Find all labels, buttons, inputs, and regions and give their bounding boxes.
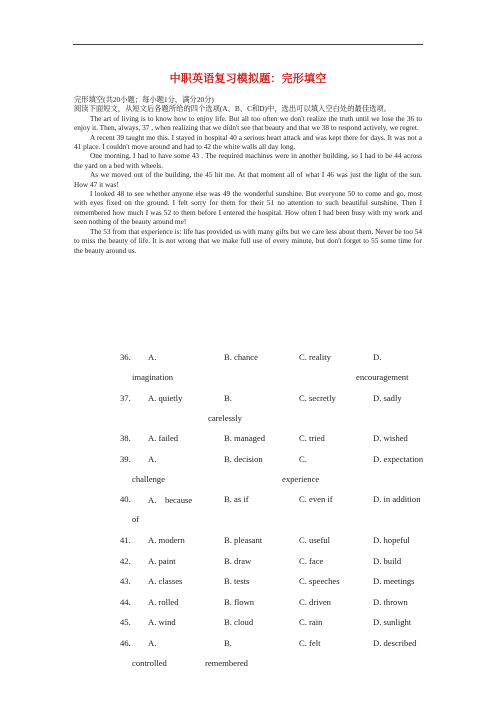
option-d: D. meetings <box>373 576 415 587</box>
option-b-wrap: carelessly <box>208 412 242 423</box>
option-c: C. driven <box>299 596 331 607</box>
option-b: B. pleasant <box>224 534 263 545</box>
option-c: C. speeches <box>299 576 340 587</box>
passage-paragraph: I looked 48 to see whether anyone else was 49 the wonderful sunshine. But everyone 50 to come and go, most with eyes fixed on the ground. I felt sorry for them for their 51 no attention to such beautiful sunshine. Then I remembered how much I was 52 to them before I entered the hospital. How often I had been busy with my work and seen nothing of the beauty around me! <box>74 189 422 227</box>
option-a: A. paint <box>148 555 176 566</box>
option-a-wrap: of <box>132 514 140 525</box>
question-number: 44. <box>120 596 131 607</box>
option-b: B. flown <box>224 596 255 607</box>
option-d: D. wished <box>373 433 408 444</box>
question-row <box>74 535 434 556</box>
option-b: B. <box>224 637 232 648</box>
option-a: A. <box>148 352 157 362</box>
passage-paragraph: One morning, I had to have some 43 . The required machines were in another building, so I had to be 44 across the yard on a bed with wheels. <box>74 151 422 170</box>
option-d: D. sunlight <box>373 617 412 628</box>
option-a: A. <box>148 637 157 648</box>
option-a-wrap: controlled <box>132 657 167 668</box>
option-b: B. tests <box>224 576 250 587</box>
option-b: B. draw <box>224 555 252 566</box>
option-d: D. described <box>373 637 417 648</box>
option-b: B. managed <box>224 433 266 444</box>
option-a: A. failed <box>148 433 179 444</box>
passage-paragraph: The 53 from that experience is: life has provided us with many gifts but we care less about them. Never be too 54 to miss the beauty of life. It is not wrong that we make full use of every minute, but don't forget to 55 some time for the beauty around us. <box>74 226 422 255</box>
passage-paragraph: A recent 39 taught me this. I stayed in hospital 40 a serious heart attack and was kept there for days. It was not a 41 place. I couldn't move around and had to 42 the white walls all day long. <box>74 132 422 152</box>
option-c: C. even if <box>299 494 333 505</box>
option-a: A. wind <box>148 617 176 628</box>
question-row <box>74 494 434 535</box>
option-c: C. reality <box>299 352 331 362</box>
question-number: 37. <box>120 392 131 403</box>
passage-paragraph: The art of living is to know how to enjoy life. But all too often we don't realize the truth until we lose the 36 to enjoy it. Then, always, 37 , when realizing that we didn't see that beauty and that we 38 to respond actively, we regret. <box>74 113 422 133</box>
option-a-wrap: imagination <box>132 372 174 382</box>
question-row <box>74 433 434 454</box>
option-d: D. thrown <box>373 596 408 607</box>
question-row <box>74 556 434 577</box>
question-row <box>74 454 434 495</box>
option-b: B. <box>224 392 232 403</box>
question-number: 41. <box>120 534 131 545</box>
option-d: D. hopeful <box>373 534 410 545</box>
question-number: 38. <box>120 433 131 444</box>
page-title: 中职英语复习模拟题：完形填空 <box>169 72 327 85</box>
question-number: 45. <box>120 617 131 628</box>
option-a: A. <box>148 453 157 464</box>
option-b: B. cloud <box>224 617 254 628</box>
question-number: 36. <box>120 352 131 362</box>
option-b: B. decision <box>224 453 263 464</box>
option-d-wrap: encouragement <box>356 372 409 382</box>
question-row <box>74 638 434 679</box>
option-d: D. in addition <box>373 494 421 505</box>
option-a: A. because <box>148 495 193 506</box>
passage-block <box>74 95 422 255</box>
option-c: C. face <box>299 555 324 566</box>
option-a: A. modern <box>148 534 185 545</box>
question-number: 40. <box>120 494 131 505</box>
option-d: D. expectation <box>373 453 424 464</box>
option-c: C. tried <box>299 433 325 444</box>
option-c-wrap: experience <box>282 473 320 484</box>
question-row <box>74 576 434 597</box>
question-number: 39. <box>120 453 131 464</box>
instructions: 完形填空(共20小题；每小题1分，满分20分) 阅读下面短文，从短文后各题所给的四个选项(A、B、C和D)中，选出可以填入空白处的最佳选项。 <box>74 95 392 114</box>
option-a: A. classes <box>148 576 183 587</box>
option-b: B. as if <box>224 494 249 505</box>
question-number: 46. <box>120 637 131 648</box>
header-rule <box>73 44 423 45</box>
question-number: 43. <box>120 576 131 587</box>
option-a: A. quietly <box>148 392 183 403</box>
question-row <box>74 352 434 393</box>
option-d: D. sadly <box>373 392 402 403</box>
option-d: D. build <box>373 555 402 566</box>
options-list <box>74 352 434 679</box>
option-b: B. chance <box>224 352 258 362</box>
option-c: C. secretly <box>299 392 336 403</box>
option-c: C. useful <box>299 534 331 545</box>
question-row <box>74 617 434 638</box>
option-c: C. felt <box>299 637 321 648</box>
option-b-wrap: remembered <box>205 657 248 668</box>
question-row <box>74 597 434 618</box>
option-a-wrap: challenge <box>132 473 165 484</box>
option-c: C. <box>299 453 307 464</box>
question-number: 42. <box>120 555 131 566</box>
option-c: C. rain <box>299 617 323 628</box>
option-d: D. <box>373 352 382 362</box>
question-row <box>74 393 434 434</box>
option-a: A. rolled <box>148 596 179 607</box>
passage-paragraph: As we moved out of the building, the 45 hit me. At that moment all of what I 46 was just the light of the sun. How 47 it was! <box>74 170 422 189</box>
